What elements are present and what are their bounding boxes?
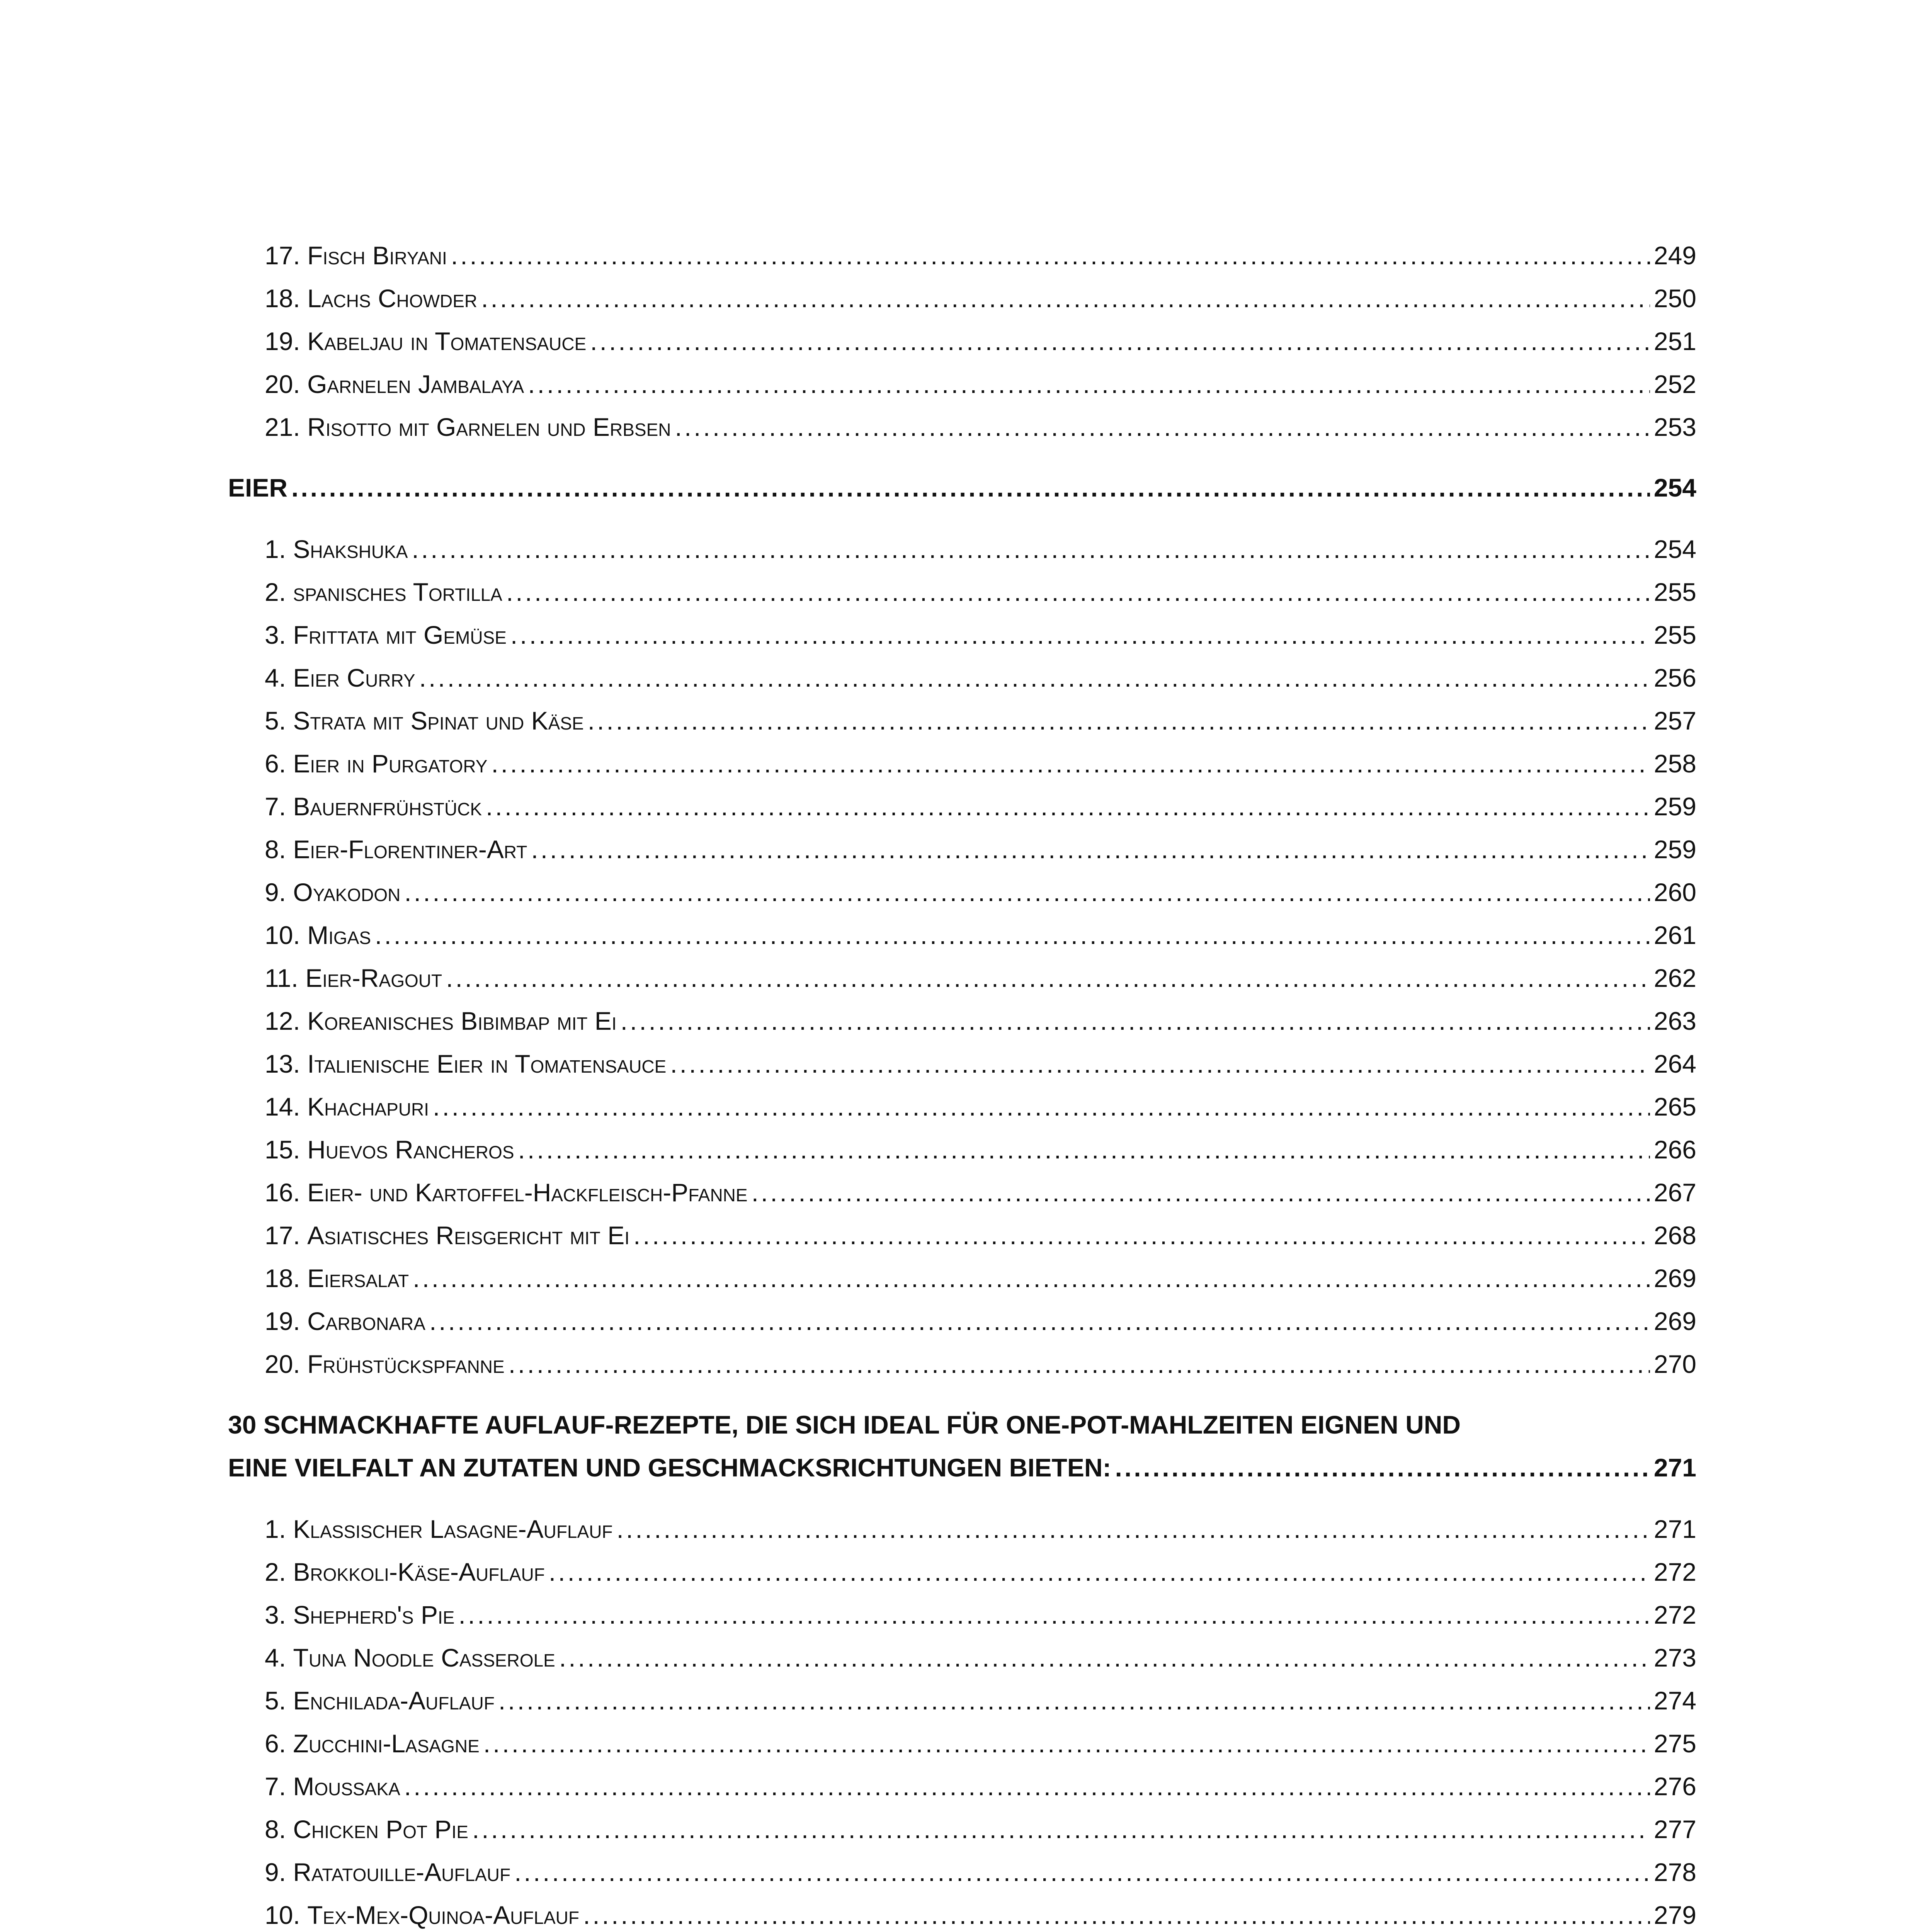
toc-entry[interactable] xyxy=(228,951,1696,993)
toc-entry-title: 18. Lachs Chowder xyxy=(265,284,478,313)
toc-entry-title: 12. Koreanisches Bibimbap mit Ei xyxy=(265,1007,617,1035)
toc-entry-page: 260 xyxy=(1653,878,1696,906)
toc-entry-title: 7. Bauernfrühstück xyxy=(265,792,482,821)
toc-entry-title: 8. Eier-Florentiner-Art xyxy=(265,835,527,864)
toc-entry[interactable] xyxy=(228,228,1696,271)
toc-entry-page: 250 xyxy=(1653,284,1696,313)
toc-entry[interactable] xyxy=(228,1337,1696,1379)
toc-entry-page: 267 xyxy=(1653,1178,1696,1207)
dot-leader xyxy=(481,283,1650,314)
toc-entry[interactable] xyxy=(228,822,1696,865)
toc-entry-page: 278 xyxy=(1653,1858,1696,1886)
toc-entry-page: 265 xyxy=(1653,1092,1696,1121)
toc-entry-title: 13. Italienische Eier in Tomatensauce xyxy=(265,1049,667,1078)
section-heading xyxy=(228,460,1696,503)
toc-entry-page: 274 xyxy=(1653,1686,1696,1715)
toc-entry-title: 4. Tuna Noodle Casserole xyxy=(265,1643,555,1672)
toc-entry[interactable] xyxy=(228,693,1696,736)
toc-entry-title: 8. Chicken Pot Pie xyxy=(265,1815,468,1844)
toc-entry-page: 272 xyxy=(1653,1558,1696,1586)
toc-entry-title: 1. Shakshuka xyxy=(265,535,408,563)
dot-leader xyxy=(617,1514,1650,1544)
toc-entry[interactable] xyxy=(228,1079,1696,1122)
toc-entry[interactable] xyxy=(228,522,1696,565)
toc-entry-page: 276 xyxy=(1653,1772,1696,1801)
toc-entry-title: 6. Eier in Purgatory xyxy=(265,749,488,778)
toc-entry[interactable] xyxy=(228,565,1696,607)
toc-entry-page: 255 xyxy=(1653,578,1696,606)
toc-entry-page: 264 xyxy=(1653,1049,1696,1078)
dot-leader xyxy=(433,1091,1650,1122)
toc-entry-page: 257 xyxy=(1653,706,1696,735)
toc-entry[interactable] xyxy=(228,1122,1696,1165)
dot-leader xyxy=(458,1599,1650,1630)
toc-entry[interactable] xyxy=(228,1587,1696,1630)
toc-entry-page: 277 xyxy=(1653,1815,1696,1844)
dot-leader xyxy=(559,1642,1650,1673)
toc-entry[interactable] xyxy=(228,1502,1696,1544)
dot-leader xyxy=(404,1771,1650,1802)
toc-entry-page: 271 xyxy=(1653,1515,1696,1543)
toc-entry-page: 270 xyxy=(1653,1350,1696,1378)
toc-entry-title: 19. Carbonara xyxy=(265,1307,425,1335)
dot-leader xyxy=(491,748,1650,779)
toc-entry[interactable] xyxy=(228,271,1696,314)
dot-leader xyxy=(518,1134,1650,1165)
toc-entry[interactable] xyxy=(228,1165,1696,1208)
toc-entry[interactable] xyxy=(228,1759,1696,1802)
dot-leader xyxy=(528,369,1650,400)
toc-entry-title: 17. Fisch Biryani xyxy=(265,241,447,270)
dot-leader xyxy=(549,1556,1650,1587)
toc-entry-title: 5. Enchilada-Auflauf xyxy=(265,1686,495,1715)
toc-entry-page: 275 xyxy=(1653,1729,1696,1758)
section-heading-entry[interactable] xyxy=(228,460,1696,503)
dot-leader xyxy=(752,1177,1650,1208)
toc-entry[interactable] xyxy=(228,736,1696,779)
section-heading-entry-title: EIER xyxy=(228,473,288,502)
section-heading-entry[interactable] xyxy=(228,1440,1696,1483)
toc-entry[interactable] xyxy=(228,1294,1696,1337)
toc-entry[interactable] xyxy=(228,1802,1696,1845)
toc-entry[interactable] xyxy=(228,650,1696,693)
toc-entry-title: 2. spanisches Tortilla xyxy=(265,578,502,606)
toc-entry[interactable] xyxy=(228,1208,1696,1251)
toc-entry-page: 266 xyxy=(1653,1135,1696,1164)
toc-entry-title: 3. Frittata mit Gemüse xyxy=(265,621,507,649)
toc-entry[interactable] xyxy=(228,908,1696,951)
toc-entry-title: 18. Eiersalat xyxy=(265,1264,409,1293)
toc-entry[interactable] xyxy=(228,1544,1696,1587)
dot-leader xyxy=(498,1685,1650,1716)
toc-entry[interactable] xyxy=(228,1036,1696,1079)
dot-leader xyxy=(1115,1452,1650,1483)
dot-leader xyxy=(404,877,1650,908)
toc-entry-page: 251 xyxy=(1653,327,1696,355)
toc-entry-title: 2. Brokkoli-Käse-Auflauf xyxy=(265,1558,545,1586)
dot-leader xyxy=(413,1263,1650,1294)
dot-leader xyxy=(412,534,1650,565)
toc-entry[interactable] xyxy=(228,1673,1696,1716)
toc-entry[interactable] xyxy=(228,400,1696,442)
toc-entry-title: 9. Oyakodon xyxy=(265,878,401,906)
toc-entry-title: 19. Kabeljau in Tomatensauce xyxy=(265,327,587,355)
toc-entry-page: 253 xyxy=(1653,413,1696,441)
toc-entry-page: 273 xyxy=(1653,1643,1696,1672)
toc-entry-title: 6. Zucchini-Lasagne xyxy=(265,1729,480,1758)
toc-entry[interactable] xyxy=(228,357,1696,400)
toc-entry-title: 9. Ratatouille-Auflauf xyxy=(265,1858,511,1886)
toc-entry-page: 255 xyxy=(1653,621,1696,649)
dot-leader xyxy=(531,834,1650,865)
dot-leader xyxy=(633,1220,1650,1251)
dot-leader xyxy=(510,619,1650,650)
toc-entry[interactable] xyxy=(228,1930,1696,1932)
toc-entry-page: 279 xyxy=(1653,1901,1696,1929)
toc-entry-title: 5. Strata mit Spinat und Käse xyxy=(265,706,584,735)
toc-entry-page: 269 xyxy=(1653,1264,1696,1293)
toc-entry[interactable] xyxy=(228,779,1696,822)
toc-entry-title: 10. Tex-Mex-Quinoa-Auflauf xyxy=(265,1901,579,1929)
toc-entry-title: 7. Moussaka xyxy=(265,1772,400,1801)
toc-entry[interactable] xyxy=(228,1251,1696,1294)
dot-leader xyxy=(583,1900,1650,1930)
dot-leader xyxy=(675,412,1650,442)
toc-entry-page: 261 xyxy=(1653,921,1696,949)
toc-entry[interactable] xyxy=(228,1888,1696,1930)
toc-entry[interactable] xyxy=(228,314,1696,357)
toc-entry-title: 10. Migas xyxy=(265,921,371,949)
toc-entry-title: 11. Eier-Ragout xyxy=(265,964,442,992)
toc-entry[interactable] xyxy=(228,1630,1696,1673)
toc-entry-page: 269 xyxy=(1653,1307,1696,1335)
toc-entry-page: 268 xyxy=(1653,1221,1696,1250)
dot-leader xyxy=(472,1814,1650,1845)
toc-entry-page: 262 xyxy=(1653,964,1696,992)
dot-leader xyxy=(621,1005,1650,1036)
dot-leader xyxy=(446,963,1650,993)
toc-entry-title: 1. Klassischer Lasagne-Auflauf xyxy=(265,1515,613,1543)
toc-entry[interactable] xyxy=(228,993,1696,1036)
toc-entry-title: 16. Eier- und Kartoffel-Hackfleisch-Pfanne xyxy=(265,1178,748,1207)
toc-entry[interactable] xyxy=(228,1716,1696,1759)
dot-leader xyxy=(375,920,1650,951)
section-heading xyxy=(228,1397,1696,1483)
dot-leader xyxy=(509,1349,1650,1379)
toc-entry-page: 272 xyxy=(1653,1600,1696,1629)
table-of-contents xyxy=(228,228,1696,1932)
dot-leader xyxy=(291,472,1650,503)
toc-entry[interactable] xyxy=(228,607,1696,650)
toc-entry-page: 259 xyxy=(1653,835,1696,864)
toc-entry-page: 258 xyxy=(1653,749,1696,778)
toc-entry-title: 4. Eier Curry xyxy=(265,663,415,692)
dot-leader xyxy=(588,705,1650,736)
dot-leader xyxy=(483,1728,1650,1759)
section-heading-line: 30 SCHMACKHAFTE AUFLAUF-REZEPTE, DIE SICH IDEAL FÜR ONE-POT-MAHLZEITEN EIGNEN UND xyxy=(228,1410,1461,1439)
dot-leader xyxy=(506,577,1650,607)
toc-entry-title: 20. Garnelen Jambalaya xyxy=(265,370,524,398)
toc-entry-title: 17. Asiatisches Reisgericht mit Ei xyxy=(265,1221,630,1250)
toc-entry-page: 263 xyxy=(1653,1007,1696,1035)
dot-leader xyxy=(514,1857,1650,1888)
section-heading-entry-page: 254 xyxy=(1653,473,1696,502)
toc-entry[interactable] xyxy=(228,1845,1696,1888)
dot-leader xyxy=(670,1048,1650,1079)
dot-leader xyxy=(429,1306,1650,1337)
section-heading-entry-page: 271 xyxy=(1653,1453,1696,1482)
dot-leader xyxy=(590,326,1650,357)
dot-leader xyxy=(451,240,1650,271)
toc-entry-page: 249 xyxy=(1653,241,1696,270)
toc-entry-page: 259 xyxy=(1653,792,1696,821)
dot-leader xyxy=(419,662,1650,693)
section-heading-entry-title: EINE VIELFALT AN ZUTATEN UND GESCHMACKSRICHTUNGEN BIETEN: xyxy=(228,1453,1111,1482)
toc-entry-title: 3. Shepherd's Pie xyxy=(265,1600,455,1629)
toc-entry-title: 15. Huevos Rancheros xyxy=(265,1135,514,1164)
dot-leader xyxy=(486,791,1650,822)
toc-entry-page: 256 xyxy=(1653,663,1696,692)
toc-entry[interactable] xyxy=(228,865,1696,908)
toc-entry-title: 20. Frühstückspfanne xyxy=(265,1350,505,1378)
toc-entry-title: 14. Khachapuri xyxy=(265,1092,429,1121)
toc-entry-page: 252 xyxy=(1653,370,1696,398)
toc-entry-page: 254 xyxy=(1653,535,1696,563)
toc-entry-title: 21. Risotto mit Garnelen und Erbsen xyxy=(265,413,671,441)
